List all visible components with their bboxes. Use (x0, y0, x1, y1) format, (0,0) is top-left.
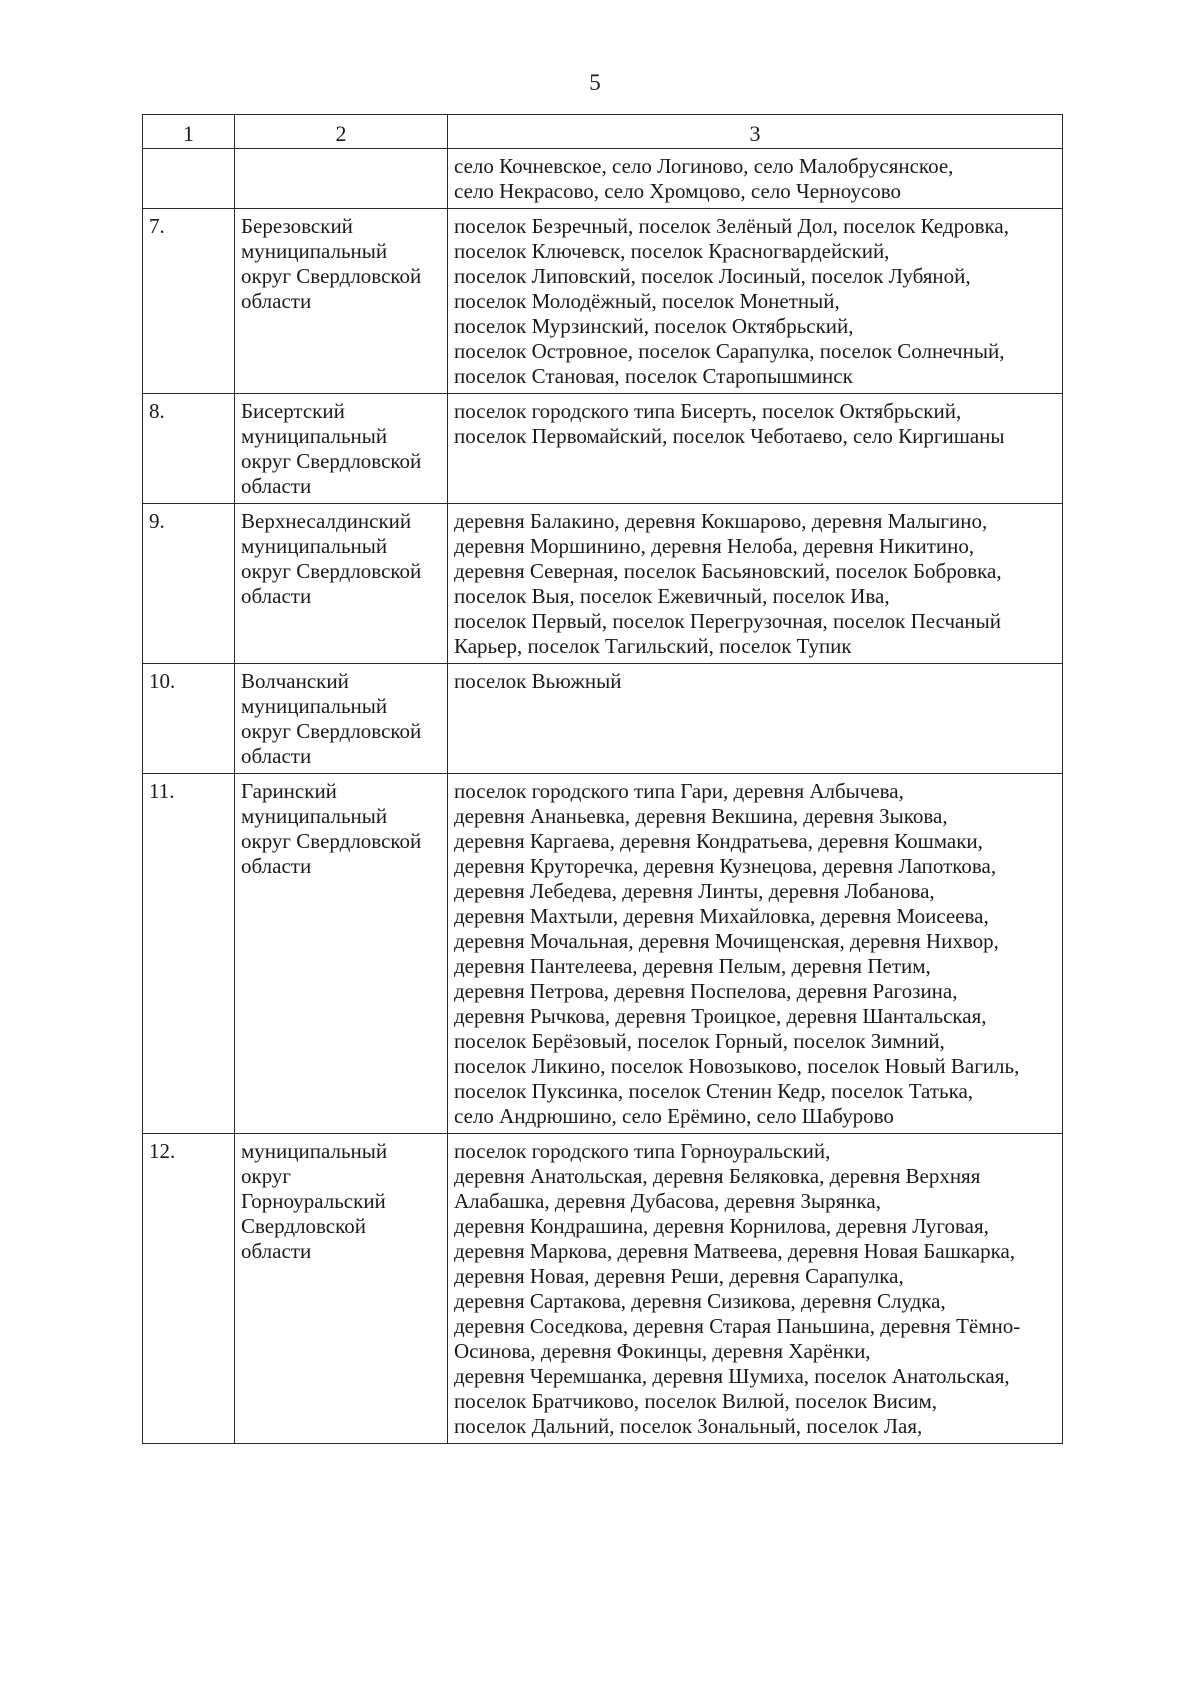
district-line: округ Свердловской (241, 719, 422, 743)
settlement-line: поселок городского типа Бисерть, поселок Октябрьский, (454, 399, 962, 423)
district-line: муниципальный (241, 804, 388, 828)
district-line: Волчанский (241, 669, 349, 693)
district-line: области (241, 289, 312, 313)
settlement-line: деревня Черемшанка, деревня Шумиха, поселок Анатольская, (454, 1364, 1010, 1388)
district-line: округ Свердловской (241, 264, 422, 288)
settlement-line: деревня Кондрашина, деревня Корнилова, деревня Луговая, (454, 1214, 989, 1238)
district-line: муниципальный (241, 694, 388, 718)
settlement-line: поселок Липовский, поселок Лосиный, поселок Лубяной, (454, 264, 971, 288)
settlement-line: поселок Первомайский, поселок Чеботаево, село Киргишаны (454, 424, 1005, 448)
district-line: округ (241, 1164, 292, 1188)
district-line: Березовский (241, 214, 353, 238)
row-number: 12. (143, 1134, 235, 1444)
settlement-line: деревня Анатольская, деревня Беляковка, деревня Верхняя (454, 1164, 981, 1188)
row-number: 7. (143, 209, 235, 394)
settlement-line: поселок Ликино, поселок Новозыково, поселок Новый Вагиль, (454, 1054, 1020, 1078)
district-line: муниципальный (241, 424, 388, 448)
district-cell (235, 394, 448, 504)
settlement-line: поселок Первый, поселок Перегрузочная, поселок Песчаный (454, 609, 1001, 633)
row-number: 10. (143, 664, 235, 774)
settlement-line: поселок Выя, поселок Ежевичный, поселок Ива, (454, 584, 890, 608)
row-number (143, 149, 235, 209)
settlements-cell (448, 149, 1063, 209)
district-line: округ Свердловской (241, 449, 422, 473)
column-header-settlements: 3 (448, 115, 1063, 149)
settlements-cell (448, 774, 1063, 1134)
settlement-line: поселок Дальний, поселок Зональный, поселок Лая, (454, 1414, 923, 1438)
table-row (143, 664, 1063, 774)
settlement-line: деревня Круторечка, деревня Кузнецова, деревня Лапоткова, (454, 854, 997, 878)
settlement-line: деревня Сартакова, деревня Сизикова, деревня Слудка, (454, 1289, 946, 1313)
settlement-line: деревня Петрова, деревня Поспелова, деревня Рагозина, (454, 979, 958, 1003)
district-cell (235, 209, 448, 394)
settlement-line: поселок городского типа Горноуральский, (454, 1139, 831, 1163)
district-line: области (241, 474, 312, 498)
settlement-line: деревня Балакино, деревня Кокшарово, деревня Малыгино, (454, 509, 988, 533)
settlement-line: поселок Становая, поселок Старопышминск (454, 364, 853, 388)
page-number: 5 (589, 70, 601, 95)
column-header-number: 1 (143, 115, 235, 149)
settlement-line: деревня Рычкова, деревня Троицкое, деревня Шантальская, (454, 1004, 987, 1028)
settlement-line: поселок Молодёжный, поселок Монетный, (454, 289, 840, 313)
district-line: округ Свердловской (241, 559, 422, 583)
row-number: 8. (143, 394, 235, 504)
settlement-line: деревня Ананьевка, деревня Векшина, деревня Зыкова, (454, 804, 948, 828)
settlements-cell (448, 394, 1063, 504)
settlement-line: поселок Ключевск, поселок Красногвардейский, (454, 239, 890, 263)
settlement-line: поселок Вьюжный (454, 669, 622, 693)
settlement-line: деревня Каргаева, деревня Кондратьева, деревня Кошмаки, (454, 829, 983, 853)
district-line: муниципальный (241, 239, 388, 263)
settlement-line: Осинова, деревня Фокинцы, деревня Харёнки, (454, 1339, 871, 1363)
settlement-line: село Кочневское, село Логиново, село Малобрусянское, (454, 154, 954, 178)
district-line: области (241, 744, 312, 768)
settlement-line: деревня Лебедева, деревня Линты, деревня Лобанова, (454, 879, 935, 903)
settlements-cell (448, 504, 1063, 664)
settlement-line: поселок городского типа Гари, деревня Албычева, (454, 779, 904, 803)
table-row (143, 394, 1063, 504)
district-line: округ Свердловской (241, 829, 422, 853)
table-header-row (143, 115, 1063, 149)
settlement-line: деревня Маркова, деревня Матвеева, деревня Новая Башкарка, (454, 1239, 1016, 1263)
settlement-line: деревня Моршинино, деревня Нелоба, деревня Никитино, (454, 534, 975, 558)
district-cell (235, 504, 448, 664)
district-line: Бисертский (241, 399, 345, 423)
district-line: Гаринский (241, 779, 337, 803)
row-number: 9. (143, 504, 235, 664)
district-line: муниципальный (241, 534, 388, 558)
settlement-line: деревня Пантелеева, деревня Пелым, деревня Петим, (454, 954, 931, 978)
district-line: Горноуральский (241, 1189, 386, 1213)
settlement-line: деревня Мочальная, деревня Мочищенская, деревня Нихвор, (454, 929, 999, 953)
district-line: муниципальный (241, 1139, 388, 1163)
settlement-line: деревня Новая, деревня Реши, деревня Сарапулка, (454, 1264, 904, 1288)
column-header-district: 2 (235, 115, 448, 149)
settlements-cell (448, 664, 1063, 774)
settlement-line: деревня Махтыли, деревня Михайловка, деревня Моисеева, (454, 904, 989, 928)
district-cell (235, 149, 448, 209)
district-line: области (241, 854, 312, 878)
settlement-line: село Андрюшино, село Ерёмино, село Шабурово (454, 1104, 894, 1128)
table-row (143, 1134, 1063, 1444)
settlements-cell (448, 209, 1063, 394)
settlements-cell (448, 1134, 1063, 1444)
settlement-line: село Некрасово, село Хромцово, село Черноусово (454, 179, 902, 203)
table-row (143, 149, 1063, 209)
district-cell (235, 774, 448, 1134)
settlement-line: деревня Северная, поселок Басьяновский, поселок Бобровка, (454, 559, 1002, 583)
settlements-table (142, 114, 1063, 1444)
district-cell (235, 664, 448, 774)
district-line: области (241, 584, 312, 608)
row-number: 11. (143, 774, 235, 1134)
table-row (143, 504, 1063, 664)
settlement-line: поселок Пуксинка, поселок Стенин Кедр, поселок Татька, (454, 1079, 974, 1103)
district-line: области (241, 1239, 312, 1263)
settlement-line: Карьер, поселок Тагильский, поселок Тупик (454, 634, 852, 658)
settlement-line: поселок Берёзовый, поселок Горный, поселок Зимний, (454, 1029, 945, 1053)
table-row (143, 774, 1063, 1134)
settlement-line: поселок Мурзинский, поселок Октябрьский, (454, 314, 854, 338)
district-cell (235, 1134, 448, 1444)
settlement-line: Алабашка, деревня Дубасова, деревня Зырянка, (454, 1189, 881, 1213)
settlement-line: деревня Соседкова, деревня Старая Паньшина, деревня Тёмно- (454, 1314, 1021, 1338)
settlement-line: поселок Островное, поселок Сарапулка, поселок Солнечный, (454, 339, 1005, 363)
district-line: Свердловской (241, 1214, 366, 1238)
settlement-line: поселок Братчиково, поселок Вилюй, поселок Висим, (454, 1389, 937, 1413)
settlement-line: поселок Безречный, поселок Зелёный Дол, поселок Кедровка, (454, 214, 1009, 238)
table-row (143, 209, 1063, 394)
district-line: Верхнесалдинский (241, 509, 412, 533)
